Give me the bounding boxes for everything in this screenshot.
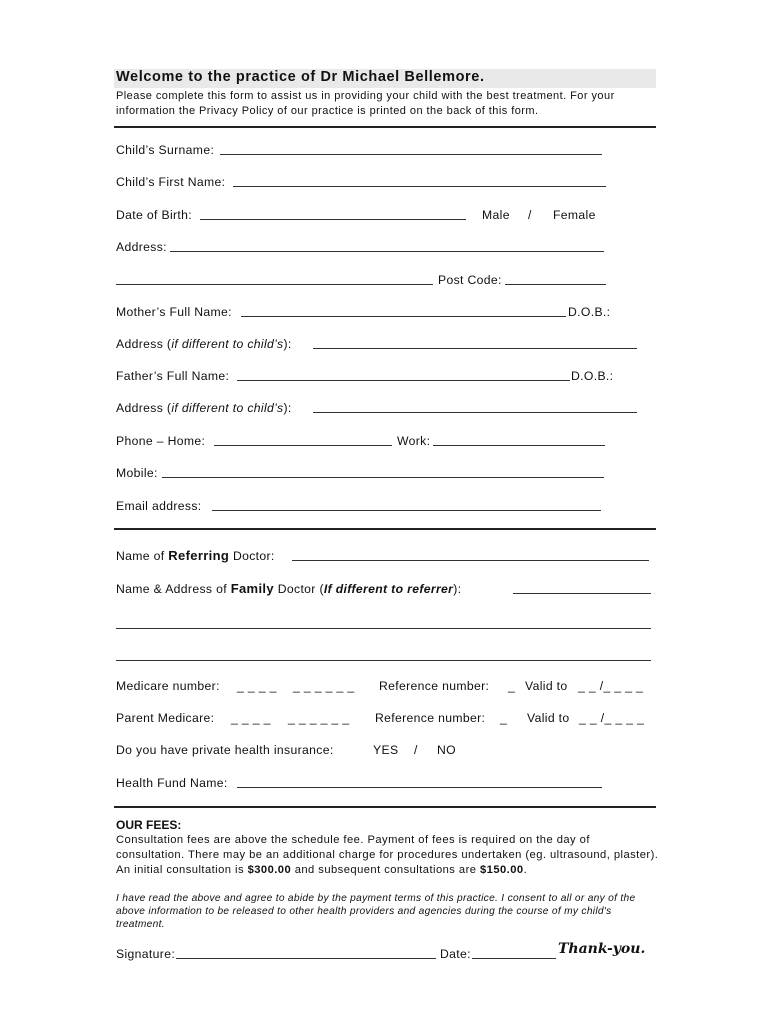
valid-to-blanks[interactable]: _ _ /_ _ _ _: [578, 679, 644, 693]
father-name-field[interactable]: [237, 380, 570, 381]
father-name-label: Father’s Full Name:: [116, 369, 230, 383]
parent-medicare-label: Parent Medicare:: [116, 711, 215, 725]
child-address-label: Address:: [116, 240, 167, 254]
signature-label: Signature:: [116, 947, 176, 961]
medicare-number-blanks[interactable]: _ _ _ _ _ _: [293, 679, 355, 693]
parent-reference-blank[interactable]: _: [500, 711, 508, 725]
section-divider: [114, 126, 656, 128]
phone-home-label: Phone – Home:: [116, 434, 206, 448]
referring-doctor-label: Name of Referring Doctor:: [116, 548, 275, 563]
family-doctor-label: Name & Address of Family Doctor (If different to referrer):: [116, 581, 462, 596]
medicare-label: Medicare number:: [116, 679, 220, 693]
section-divider: [114, 806, 656, 808]
email-field[interactable]: [212, 510, 601, 511]
child-address-field[interactable]: [170, 251, 604, 252]
phone-home-field[interactable]: [214, 445, 392, 446]
date-field[interactable]: [472, 958, 556, 959]
mother-dob-label: D.O.B.:: [568, 305, 611, 319]
valid-to-label: Valid to: [525, 679, 568, 693]
insurance-question: Do you have private health insurance:: [116, 743, 334, 757]
female-option[interactable]: Female: [553, 208, 596, 222]
fees-text: Consultation fees are above the schedule fee. Payment of fees is required on the day of consultation. There may be an additional charge for procedures undertaken (eg. ultrasound, plaster). An initial consultation is $300.00 and subsequent consultations are $150.00.: [116, 834, 659, 876]
consent-text: I have read the above and agree to abide by the payment terms of this practice. I consent to all or any of the above information to be released to other health providers and agencies during the course of my child's treatment.: [116, 893, 636, 930]
section-divider: [114, 528, 656, 530]
mobile-field[interactable]: [162, 477, 604, 478]
phone-work-field[interactable]: [433, 445, 605, 446]
family-doctor-line3-field[interactable]: [116, 660, 651, 661]
post-code-field[interactable]: [505, 284, 606, 285]
reference-number-label: Reference number:: [379, 679, 490, 693]
child-address-line2-field[interactable]: [116, 284, 433, 285]
insurance-no-option[interactable]: NO: [437, 743, 456, 757]
health-fund-field[interactable]: [237, 787, 602, 788]
parent-reference-label: Reference number:: [375, 711, 486, 725]
mobile-label: Mobile:: [116, 466, 158, 480]
child-dob-label: Date of Birth:: [116, 208, 193, 222]
child-surname-field[interactable]: [220, 154, 602, 155]
date-label: Date:: [440, 947, 471, 961]
signature-field[interactable]: [176, 958, 436, 959]
phone-work-label: Work:: [397, 434, 431, 448]
insurance-separator: /: [414, 743, 418, 757]
insurance-yes-option[interactable]: YES: [373, 743, 399, 757]
parent-valid-to-blanks[interactable]: _ _ /_ _ _ _: [579, 711, 645, 725]
child-first-name-field[interactable]: [233, 186, 606, 187]
referring-doctor-field[interactable]: [292, 560, 649, 561]
email-label: Email address:: [116, 499, 202, 513]
form-title: Welcome to the practice of Dr Michael Bellemore.: [116, 69, 485, 85]
mother-name-field[interactable]: [241, 316, 566, 317]
medicare-number-blanks[interactable]: _ _ _ _: [237, 679, 277, 693]
thank-you-note: Thank-you.: [558, 941, 646, 957]
fees-heading: OUR FEES:: [116, 818, 182, 832]
parent-medicare-blanks[interactable]: _ _ _ _: [231, 711, 271, 725]
family-doctor-line2-field[interactable]: [116, 628, 651, 629]
reference-number-blank[interactable]: _: [508, 679, 516, 693]
father-dob-label: D.O.B.:: [571, 369, 614, 383]
child-dob-field[interactable]: [200, 219, 466, 220]
sex-separator: /: [528, 208, 532, 222]
mother-name-label: Mother’s Full Name:: [116, 305, 232, 319]
child-first-name-label: Child’s First Name:: [116, 175, 226, 189]
intro-text: Please complete this form to assist us in providing your child with the best treatment. For your information the Privacy Policy of our practice is printed on the back of this form.: [116, 90, 615, 117]
father-address-label: Address (if different to child’s):: [116, 401, 292, 415]
parent-valid-to-label: Valid to: [527, 711, 570, 725]
post-code-label: Post Code:: [438, 273, 502, 287]
health-fund-label: Health Fund Name:: [116, 776, 228, 790]
child-surname-label: Child’s Surname:: [116, 143, 215, 157]
male-option[interactable]: Male: [482, 208, 510, 222]
father-address-field[interactable]: [313, 412, 637, 413]
family-doctor-field[interactable]: [513, 593, 651, 594]
parent-medicare-blanks[interactable]: _ _ _ _ _ _: [288, 711, 350, 725]
mother-address-field[interactable]: [313, 348, 637, 349]
mother-address-label: Address (if different to child’s):: [116, 337, 292, 351]
